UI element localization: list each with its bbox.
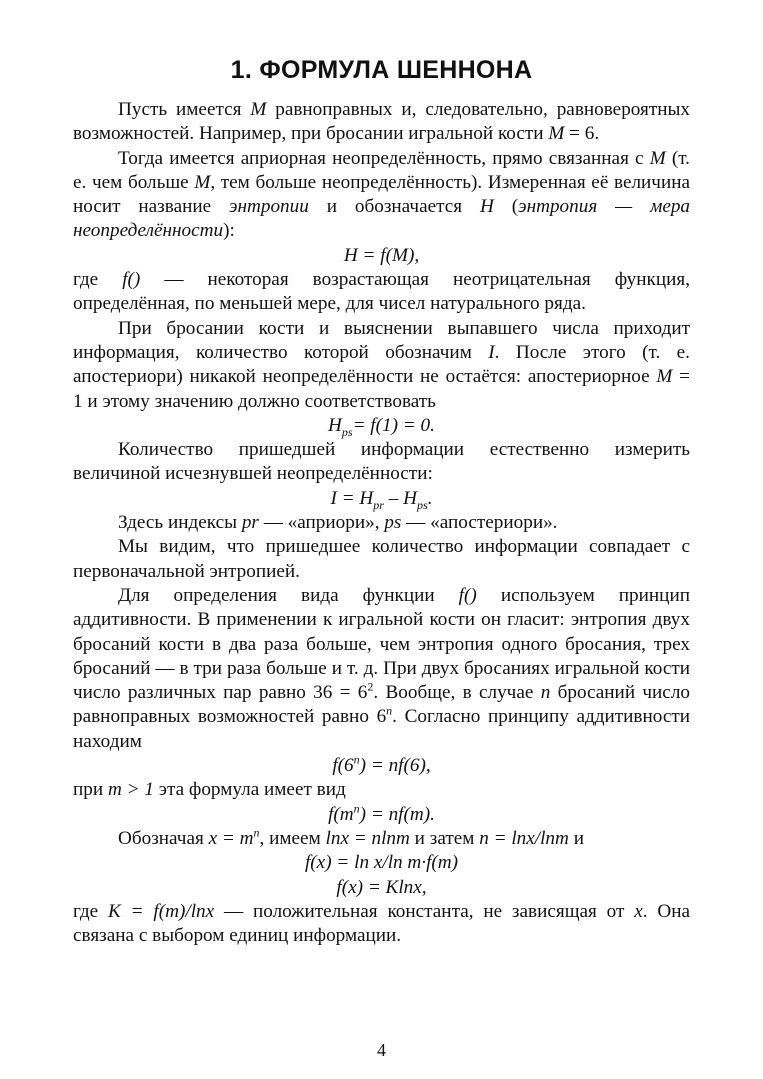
page-title: 1. ФОРМУЛА ШЕННОНА bbox=[230, 56, 533, 84]
paragraph-11: где K = f(m)/lnx — положительная константа, не зависящая от x. Она связана с выбором единиц информации. bbox=[73, 900, 690, 947]
paragraph-2: Тогда имеется априорная неопределённость, прямо связанная с M (т. е. чем больше M, тем больше неопределённость). Измеренная её величина носит название энтропии и обозначается H (энтропия — мера неопределённости): bbox=[73, 147, 691, 242]
body-text bbox=[73, 98, 690, 948]
equation-f6n: $f(6^n) = nf(6)$, bbox=[332, 752, 431, 777]
equation-fx-ratio: f(x) = ln x/ln m·f(m) bbox=[304, 852, 459, 874]
paragraph-5: Количество пришедшей информации естественно измерить величиной исчезнувшей неопределённости: bbox=[73, 439, 690, 485]
equation-fx-klnx: f(x) = Klnx, bbox=[336, 876, 427, 898]
paragraph-8: Для определения вида функции f() используем принцип аддитивности. В применении к игральной кости он гласит: энтропия двух бросаний кости в два раза больше, чем энтропия одного бросания, трех бросаний — в три раза больше и т. д. При двух бросаниях игральной кости число различных пар равно $36 = 6^2$. Вообще, в случае n бросаний число равноправных возможностей равно 6$^n$. Согласно принципу аддитивности находим bbox=[73, 584, 690, 752]
page-number: 4 bbox=[377, 1040, 386, 1060]
paragraph-4: При бросании кости и выяснении выпавшего числа приходит информация, количество которой обозначим I. После этого (т. е. апостериори) никакой неопределённости не остаётся: апостериорное M = 1 и этому значению должно соответствовать bbox=[73, 317, 690, 412]
paragraph-7: Мы видим, что пришедшее количество информации совпадает с первоначальной энтропией. bbox=[73, 536, 690, 582]
paragraph-9: при m > 1 эта формула имеет вид bbox=[73, 779, 346, 801]
equation-entropy: H = f(M), bbox=[343, 244, 420, 266]
paragraph-3: где f() — некоторая возрастающая неотрицательная функция, определённая, по меньшей мере, для чисел натурального ряда. bbox=[73, 269, 690, 315]
equation-fmn: $f(m^n) = nf(m)$. bbox=[328, 801, 435, 825]
paragraph-1: Пусть имеется M равноправных и, следовательно, равновероятных возможностей. Например, при бросании игральной кости M = 6. bbox=[73, 99, 690, 145]
paragraph-10: Обозначая $x = m^n$, имеем lnx = nlnm и затем n = lnx/lnm и bbox=[118, 825, 584, 849]
equation-information: $I = H_{pr} - H_{ps}$. bbox=[330, 487, 433, 512]
equation-hps: $H_{ps}= f(1) = 0$. bbox=[328, 414, 435, 439]
paragraph-6: Здесь индексы pr — «априори», ps — «апостериори». bbox=[118, 512, 558, 534]
